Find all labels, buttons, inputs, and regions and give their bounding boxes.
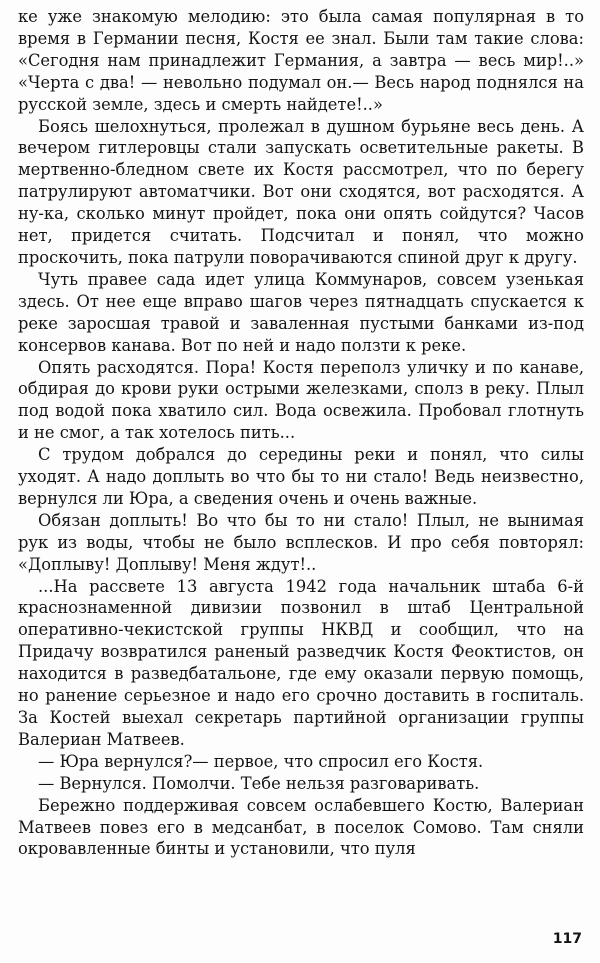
paragraph: Бережно поддерживая совсем ослабевшего Костю, Валериан Матвеев повез его в медсанбат, в поселок Сомово. Там сняли окровавленные бинты и установили, что пуля bbox=[18, 795, 584, 859]
paragraph: С трудом добрался до середины реки и понял, что силы уходят. А надо доплыть во что бы то ни стало! Ведь неизвестно, вернулся ли Юра, а сведения очень и очень важные. bbox=[18, 445, 584, 508]
paragraph: ке уже знакомую мелодию: это была самая популярная в то время в Германии песня, Костя ее знал. Были там такие слова: «Сегодня нам принадлежит Германия, а завтра — весь мир!..» «Черта с два! — невольно подумал он.— Весь народ поднялся на русской земле, здесь и смерть найдете!..» bbox=[18, 7, 584, 114]
paragraph: Чуть правее сада идет улица Коммунаров, совсем узенькая здесь. От нее еще вправо шагов через пятнадцать спускается к реке заросшая травой и заваленная пустыми банками из-под консервов канава. Вот по ней и надо ползти к реке. bbox=[18, 269, 584, 355]
paragraph: Обязан доплыть! Во что бы то ни стало! Плыл, не вынимая рук из воды, чтобы не было всплесков. И про себя повторял: «Доплыву! Доплыву! Меня ждут!.. bbox=[18, 510, 584, 574]
body-text bbox=[18, 6, 584, 860]
paragraph: ...На рассвете 13 августа 1942 года начальник штаба 6-й краснознаменной дивизии позвонил в штаб Центральной оперативно-чекистской группы НКВД и сообщил, что на Придачу возвратился раненый разведчик Костя Феоктистов, он находится в разведбатальоне, где ему оказали первую помощь, но ранение серьезное и надо его срочно доставить в госпиталь. За Костей выехал секретарь партийной организации группы Валериан Матвеев. bbox=[18, 576, 584, 749]
page-number: 117 bbox=[552, 931, 582, 947]
paragraph: — Вернулся. Помолчи. Тебе нельзя разговаривать. bbox=[38, 773, 480, 793]
paragraph: — Юра вернулся?— первое, что спросил его Костя. bbox=[38, 751, 484, 771]
paragraph: Опять расходятся. Пора! Костя переполз уличку и по канаве, обдирая до крови руки острыми железками, сполз в реку. Плыл под водой пока хватило сил. Вода освежила. Пробовал глотнуть и не смог, а так хотелось пить... bbox=[18, 357, 584, 443]
paragraph: Боясь шелохнуться, пролежал в душном бурьяне весь день. А вечером гитлеровцы стали запускать осветительные ракеты. В мертвенно-бледном свете их Костя рассмотрел, что по берегу патрулируют автоматчики. Вот они сходятся, вот расходятся. А ну-ка, сколько минут пройдет, пока они опять сойдутся? Часов нет, придется считать. Подсчитал и понял, что можно проскочить, пока патрули поворачиваются спиной друг к другу. bbox=[18, 116, 584, 267]
